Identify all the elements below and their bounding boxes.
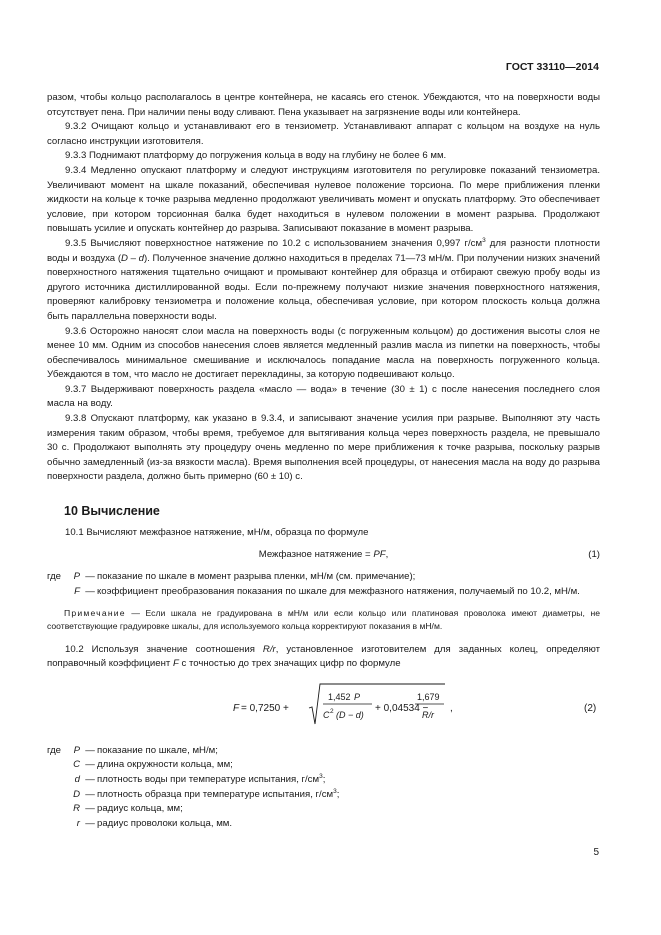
definition-dash: —	[85, 788, 95, 800]
paragraph-9-3-2: 9.3.2 Очищают кольцо и устанавливают его в тензиометр. Устанавливают аппарат с кольцом на воздухе на нуль согласно инструкции изготовителя.	[47, 121, 600, 147]
p102-text-b: , установленное изготовителем для заданных колец, определяют поправочный коэффициент	[47, 643, 600, 670]
note-text: Если шкала не градуирована в мН/м или если кольцо или платиновая проволока имеют диаметры, не соответствующие градуировке шкалы, для используемого кольца корректируют показания в мН/м.	[47, 608, 600, 631]
formula-2-den2: R/r	[422, 709, 434, 720]
paragraph-10-1: 10.1 Вычисляют межфазное натяжение, мН/м, образца по формуле	[65, 526, 369, 538]
var-d: d	[138, 252, 144, 264]
definition-dash: —	[85, 759, 95, 771]
definition-row	[47, 817, 600, 832]
formula-2-den1-c: C	[323, 709, 330, 720]
definition-text: плотность образца при температуре испытания, $г/см^3$;	[97, 787, 340, 800]
paragraph-9-3-8: 9.3.8 Опускают платформу, как указано в 9.3.4, и записывают значение усилия при разрыве. Выполняют эту часть измерения таким образом, чтобы время, требуемое для вытягивания кольца через поверхность раздела, не превышало 30 с. Продолжают выполнять эту процедуру очень медленно по мере приближения к точке разрыва, поскольку разрыв обычно замедленный (из-за вязкости масла). Время выполнения всей процедуры, от нанесения масла на воду до разрыва поверхности раздела, должно быть примерно (60 ± 10) с.	[47, 413, 600, 483]
formula-1-var-F: F	[379, 549, 386, 561]
definition-text: радиус проволоки кольца, мм.	[97, 817, 233, 829]
definition-row	[47, 585, 600, 600]
definition-symbol: P	[73, 744, 80, 756]
definition-text: показание по шкале в момент разрыва пленки, мН/м (см. примечание);	[97, 571, 416, 583]
p935-text-a: 9.3.5 Вычисляют поверхностное натяжение по 10.2 с использованием значения 0,997 г/см	[65, 237, 483, 249]
definitions-1	[47, 570, 600, 599]
definition-dash: —	[85, 571, 95, 583]
formula-2-plus2: + 0,04534 −	[375, 702, 429, 714]
note	[47, 607, 600, 632]
formula-2-den1-rest: (D − d)	[336, 709, 364, 720]
formula-1-number: (1)	[588, 549, 600, 561]
definition-dash: —	[85, 585, 95, 597]
formula-1	[47, 546, 600, 566]
paragraph-continuation: разом, чтобы кольцо располагалось в центре контейнера, не касаясь его стенок. Убеждаются, что на поверхности воды отсутствует пена. При наличии пены воду сливают. Пена указывает на загрязнение воды или контейнера.	[47, 92, 600, 118]
definition-dash: —	[85, 773, 95, 785]
definition-symbol: C	[73, 759, 80, 771]
p935-text-c: ). Полученное значение должно находиться в пределах 71—73 мН/м. При получении низких значений поверхностного натяжения тщательно очищают и промывают контейнер для образца и отбирают свежую пробу воды из другого источника дистиллированной воды. Если по-прежнему получают низкие значения поверхностного натяжения, проверяют калибровку тензиометра и положение кольца, обеспечивая условие, при котором плоскость кольца должна быть параллельна поверхности воды.	[47, 252, 600, 322]
definition-symbol: F	[74, 585, 80, 597]
formula-2-eq: = 0,7250 +	[241, 702, 289, 714]
definition-text: длина окружности кольца, мм;	[97, 759, 233, 771]
formula-2-num2: 1,679	[417, 691, 440, 702]
definition-row	[47, 802, 600, 817]
p102-text-c: с точностью до трех значащих цифр по формуле	[178, 658, 401, 670]
definition-dash: —	[85, 744, 95, 756]
formula-1-tail: ,	[385, 549, 389, 561]
p935-minus: –	[127, 252, 139, 264]
p102-var-F: F	[172, 658, 179, 670]
note-label: Примечание	[64, 608, 126, 619]
definition-symbol: D	[73, 788, 80, 800]
where-label: где	[47, 571, 62, 583]
definition-symbol: P	[73, 571, 80, 583]
definitions-2	[47, 744, 600, 832]
paragraph-9-3-7: 9.3.7 Выдерживают поверхность раздела «масло — вода» в течение (30 ± 1) с после нанесения последнего слоя масла на воду.	[47, 383, 600, 410]
formula-2-den1-sup: 2	[330, 707, 334, 715]
formula-2	[47, 678, 600, 736]
definition-dash: —	[85, 817, 95, 829]
where-label: где	[47, 744, 62, 756]
formula-2-number: (2)	[584, 702, 597, 714]
section-heading: 10 Вычисление	[64, 504, 160, 519]
p102-text-a: 10.2 Используя значение соотношения	[65, 643, 263, 655]
definition-symbol: d	[74, 773, 80, 785]
document-body	[47, 91, 600, 831]
paragraph-9-3-3: 9.3.3 Поднимают платформу до погружения кольца в воду на глубину не более 6 мм.	[65, 150, 447, 162]
definition-row	[47, 744, 600, 759]
p102-ratio: R/r	[262, 643, 276, 655]
definition-symbol: r	[76, 817, 80, 829]
formula-2-num1-var: P	[354, 691, 361, 702]
doc-code: ГОСТ 33110—2014	[505, 61, 599, 73]
formula-2-svg	[47, 678, 600, 736]
formula-2-lhs: F	[233, 702, 240, 714]
definition-row	[47, 773, 600, 788]
p935-sup: 3	[482, 236, 486, 244]
superscript: 3	[333, 787, 337, 795]
definition-text: показание по шкале, мН/м;	[97, 744, 218, 756]
paragraph-10-2	[47, 643, 600, 672]
definition-text: плотность воды при температуре испытания, $г/см^3$;	[97, 772, 326, 785]
definition-dash: —	[85, 803, 95, 815]
p935-text-b: для разности плотности воды и воздуха (	[47, 237, 600, 264]
page-number: 5	[593, 847, 599, 858]
formula-2-tail: ,	[450, 702, 453, 714]
paragraph-9-3-5	[47, 237, 600, 325]
definition-text: коэффициент преобразования показания по шкале для межфазного натяжения, получаемый по 10.2, мН/м.	[97, 585, 580, 597]
definition-row	[47, 788, 600, 803]
definition-text: радиус кольца, мм;	[97, 803, 183, 815]
formula-2-num1: 1,452	[328, 691, 351, 702]
superscript: 3	[319, 772, 323, 780]
definition-row	[47, 570, 600, 585]
paragraph-9-3-6: 9.3.6 Осторожно наносят слои масла на поверхность воды (с погруженным кольцом) до достижения высоты слоя не менее 10 мм. Одним из способов нанесения слоев является медленный разлив масла из пипетки на поверхность, чтобы обеспечивалось минимальное смешивание и исключалось попадание масла на поверхность погруженного кольца. Убеждаются в том, что масло не достигает перекладины, за которую подвешивают кольцо.	[47, 325, 600, 381]
formula-1-lhs: Межфазное натяжение =	[258, 549, 374, 561]
formula-1-var-P: P	[373, 549, 380, 561]
var-D: D	[121, 252, 128, 264]
paragraph-9-3-4: 9.3.4 Медленно опускают платформу и следуют инструкциям изготовителя по регулировке показаний тензиометра. Увеличивают момент на шкале показаний, обеспечивая нулевое положение торсиона. По мере приближения пленки жидкости на кольце к точке разрыва медленно продолжают увеличивать момент и опускать платформу. Это обеспечивает условие, при котором торсионная балка будет находиться в нулевом положении в момент разрыва. Продолжают повышать усилие и опускать контейнер до разрыва. Записывают показание в момент разрыва.	[47, 164, 600, 235]
definition-symbol: R	[73, 803, 80, 815]
definition-row	[47, 758, 600, 773]
note-dash: —	[125, 608, 146, 619]
